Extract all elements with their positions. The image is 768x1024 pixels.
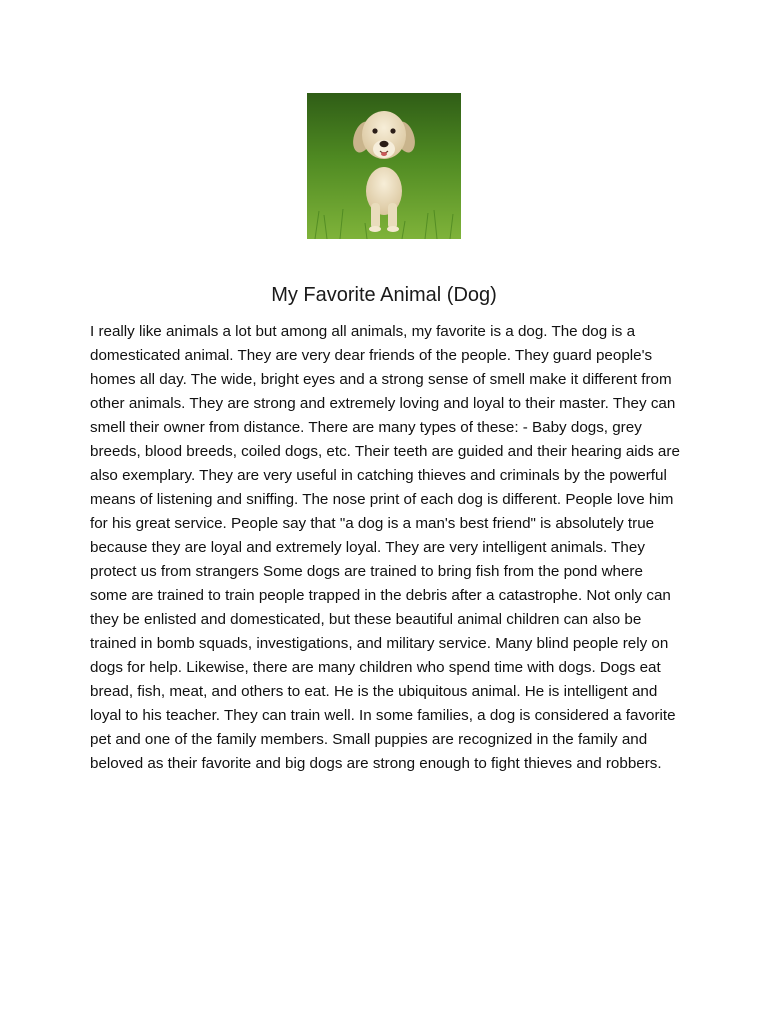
page-title: My Favorite Animal (Dog) (271, 284, 497, 306)
puppy-illustration (307, 93, 461, 239)
essay-paragraph: I really like animals a lot but among all animals, my favorite is a dog. The dog is a domesticated animal. They are very dear friends of the people. They guard people's homes all day. The wide, bright eyes and a strong sense of smell make it different from other animals. They are strong and extremely loving and loyal to their master. They can smell their owner from distance. There are many types of these: - Baby dogs, grey breeds, blood breeds, coiled dogs, etc. Their teeth are guided and their hearing aids are also exemplary. They are very useful in catching thieves and criminals by the powerful means of listening and sniffing. The nose print of each dog is different. People love him for his great service. People say that "a dog is a man's best friend" is absolutely true because they are loyal and extremely loyal. They are very intelligent animals. They protect us from strangers Some dogs are trained to bring fish from the pond where some are trained to train people trapped in the debris after a catastrophe. Not only can they be enlisted and domesticated, but these beautiful animal children can also be trained in bomb squads, investigations, and military service. Many blind people rely on dogs for help. Likewise, there are many children who spend time with dogs. Dogs eat bread, fish, meat, and others to eat. He is the ubiquitous animal. He is intelligent and loyal to his teacher. They can train well. In some families, a dog is considered a favorite pet and one of the family members. Small puppies are recognized in the family and beloved as their favorite and big dogs are strong enough to fight thieves and robbers. (90, 323, 680, 772)
puppy-photo (307, 93, 461, 239)
